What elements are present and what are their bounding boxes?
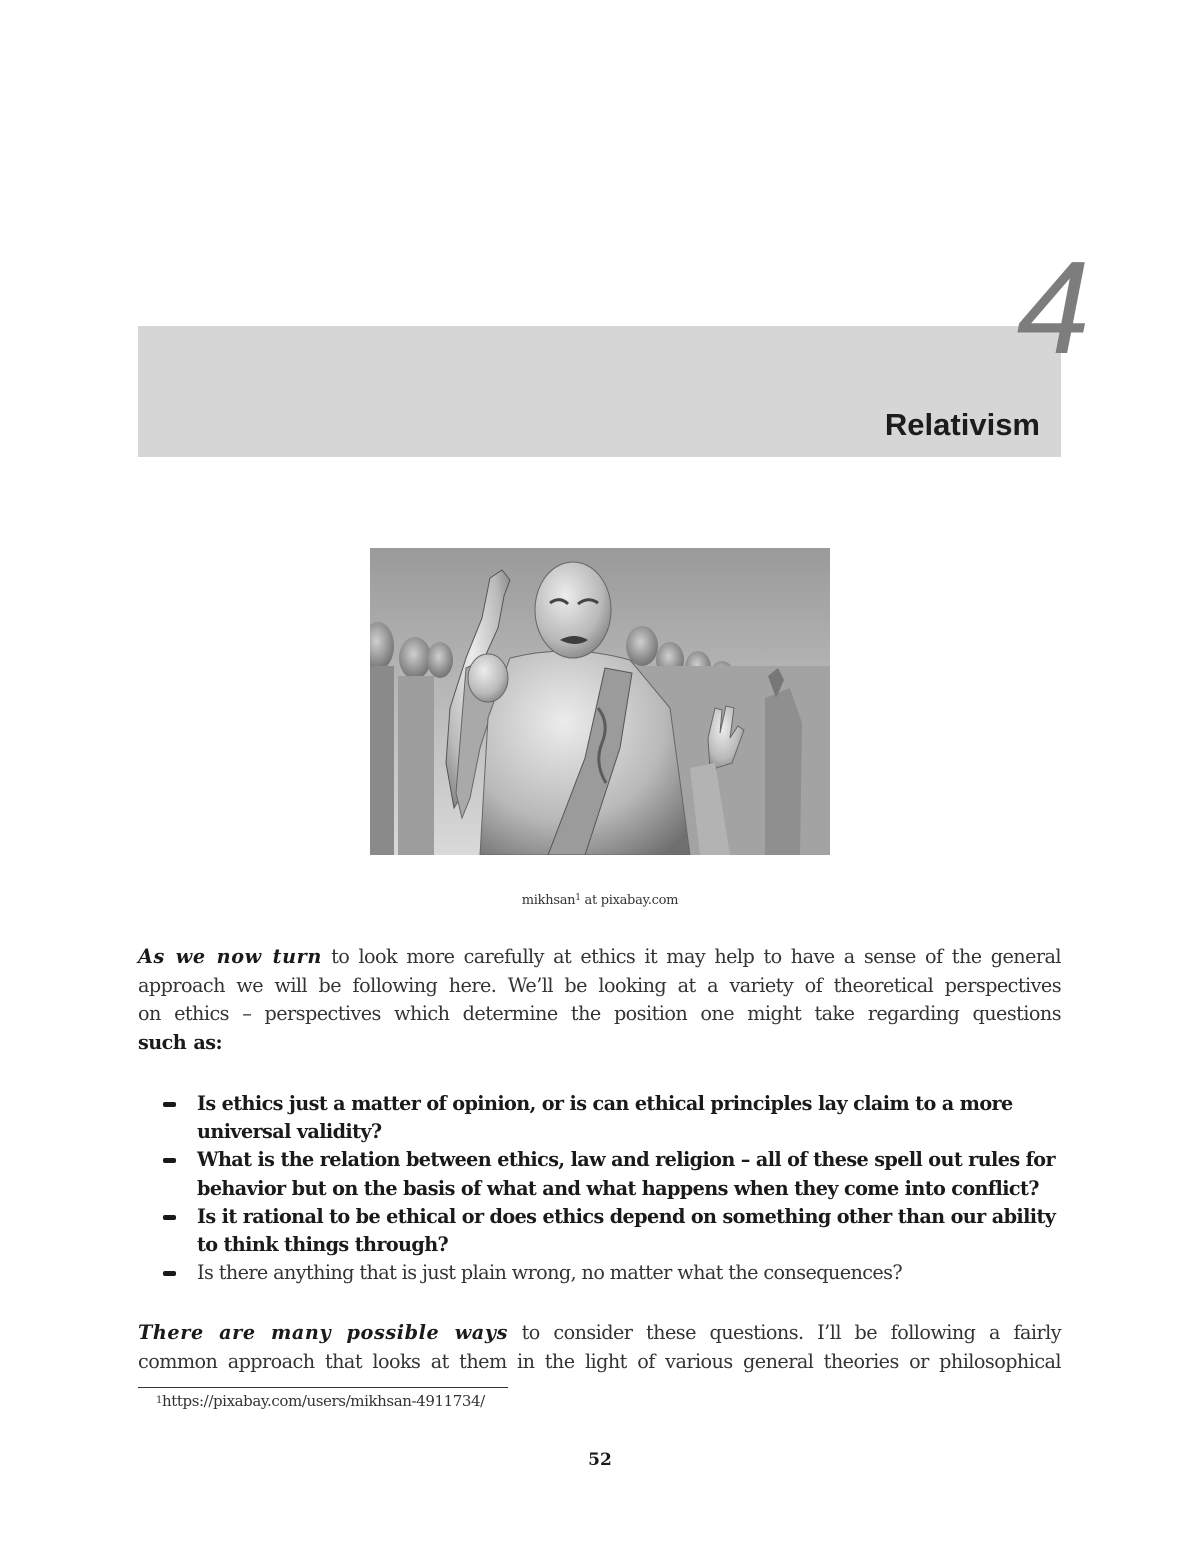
list-item: [163, 1203, 1063, 1259]
bullet-icon: [163, 1102, 176, 1107]
list-item-line: to think things through?: [197, 1233, 449, 1257]
list-item: [163, 1146, 1063, 1202]
paragraph-lead-phrase: As we now turn: [138, 945, 322, 968]
list-item-line: behavior but on the basis of what and what happens when they come into conflict?: [197, 1176, 1039, 1200]
paragraph-line: approach we will be following here. We’ll be looking at a variety of theoretical perspectives: [138, 973, 1061, 997]
bullet-icon: [163, 1215, 176, 1220]
bullet-icon: [163, 1271, 176, 1276]
list-item: [163, 1090, 1063, 1146]
paragraph-lead-phrase: There are many possible ways: [138, 1321, 508, 1344]
approach-paragraph: [138, 1319, 1061, 1376]
list-item-line: What is the relation between ethics, law and religion – all of these spell out rules for: [197, 1148, 1055, 1172]
paragraph-line: [138, 943, 1061, 972]
bullet-icon: [163, 1158, 176, 1163]
footnote: [156, 1390, 485, 1412]
footnote-divider: [138, 1387, 508, 1388]
chapter-title: Relativism: [884, 407, 1040, 442]
list-item: [163, 1259, 1063, 1287]
paragraph-line: on ethics – perspectives which determine the position one might take regarding questions: [138, 1002, 1061, 1026]
chapter-number: 4: [1016, 234, 1090, 381]
caption-footnote-marker[interactable]: 1: [575, 893, 581, 903]
chapter-photo: [370, 548, 830, 855]
footnote-marker: 1: [156, 1395, 162, 1406]
statue-photo-illustration: [370, 548, 830, 855]
footnote-link[interactable]: https://pixabay.com/users/mikhsan-4911734/: [162, 1392, 485, 1410]
question-list: [163, 1090, 1063, 1287]
paragraph-line: common approach that looks at them in the light of various general theories or philosophical: [138, 1349, 1061, 1373]
list-item-line: Is there anything that is just plain wrong, no matter what the consequences?: [197, 1261, 903, 1285]
page-number: 52: [588, 1450, 612, 1470]
paragraph-line: such as:: [138, 1030, 222, 1054]
paragraph-line-text: to look more carefully at ethics it may help to have a sense of the general: [321, 945, 1061, 968]
caption-credit-name: mikhsan: [521, 893, 576, 908]
paragraph-line-text: to consider these questions. I’ll be following a fairly: [508, 1321, 1061, 1344]
list-item-line: Is ethics just a matter of opinion, or is can ethical principles lay claim to a more: [197, 1092, 1013, 1115]
caption-credit-source: at pixabay.com: [580, 893, 679, 908]
paragraph-line: [138, 1319, 1061, 1348]
intro-paragraph: [138, 943, 1061, 1057]
figure-caption: [370, 888, 830, 911]
list-item-line: Is it rational to be ethical or does ethics depend on something other than our ability: [197, 1204, 1056, 1228]
list-item-line: universal validity?: [197, 1120, 382, 1144]
